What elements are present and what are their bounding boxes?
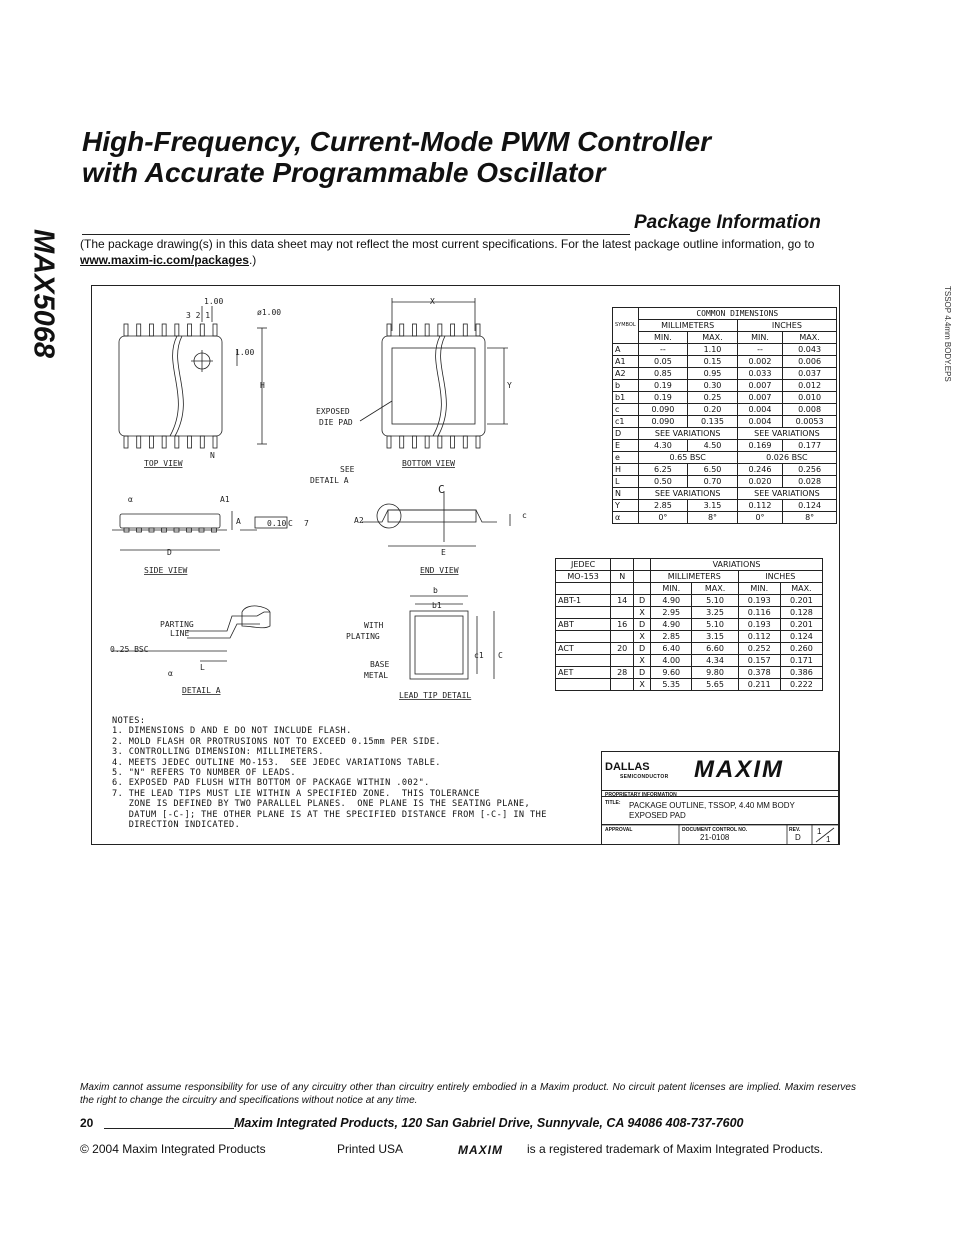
cd-in-min: 0.007 <box>737 380 782 392</box>
var-max-1: MAX. <box>692 583 738 595</box>
dim-Y: Y <box>507 381 512 390</box>
cd-mm-max: 6.50 <box>688 464 738 476</box>
var-mm-max: 4.34 <box>692 655 738 667</box>
package-lead <box>451 324 455 336</box>
see-detail-2: DETAIL A <box>310 476 349 485</box>
package-lead <box>200 324 204 336</box>
drawing-file-label: TSSOP 4.4mm BODY.EPS <box>943 286 952 382</box>
var-n <box>611 607 634 619</box>
cd-row <box>613 356 837 368</box>
dim-1-00-top: 1.00 <box>204 297 224 306</box>
cd-mm-min: 0.85 <box>638 368 688 380</box>
cd-symbol: A2 <box>613 368 639 380</box>
cd-mm-max: 0.70 <box>688 476 738 488</box>
dim-phi: ø1.00 <box>257 308 282 317</box>
doc-number: 21-0108 <box>700 833 730 842</box>
cd-max-2: MAX. <box>783 332 837 344</box>
package-lead <box>162 324 166 336</box>
cd-in-min: 0.169 <box>737 440 782 452</box>
var-in-min: 0.211 <box>738 679 780 691</box>
parting-line-2: LINE <box>170 629 190 638</box>
var-symbol: D <box>634 643 651 655</box>
var-jedec: ABT-1 <box>556 595 611 607</box>
approval-label: APPROVAL <box>605 827 633 833</box>
cd-in-max: 0.0053 <box>783 416 837 428</box>
package-lead <box>188 436 192 448</box>
cd-symbol: c <box>613 404 639 416</box>
document-title <box>82 126 882 188</box>
cd-symbol: L <box>613 476 639 488</box>
intro-text: (The package drawing(s) in this data sheet may not reflect the most current specifications. For the latest package outline information, go to <box>80 237 815 251</box>
package-lead <box>476 324 480 336</box>
cd-mm-span: 0.65 BSC <box>638 452 737 464</box>
lead-tip-detail-drawing <box>410 596 494 679</box>
dim-N: N <box>210 451 215 460</box>
cd-row <box>613 488 837 500</box>
semiconductor-text: SEMICONDUCTOR <box>620 774 669 780</box>
var-jedec <box>556 607 611 619</box>
title-label: TITLE: <box>605 800 621 806</box>
cd-in-span: 0.026 BSC <box>737 452 836 464</box>
dim-b: b <box>433 586 438 595</box>
var-mm-max: 9.80 <box>692 667 738 679</box>
var-min-2: MIN. <box>738 583 780 595</box>
cd-row <box>613 500 837 512</box>
cd-symbol: A1 <box>613 356 639 368</box>
title-block-lines <box>602 752 838 844</box>
cd-mm-min: 6.25 <box>638 464 688 476</box>
package-lead <box>137 436 141 448</box>
n-header: N <box>611 571 634 583</box>
cd-in-max: 0.010 <box>783 392 837 404</box>
mo-header: MO-153 <box>556 571 611 583</box>
note-line: DATUM [-C-]; THE OTHER PLANE IS AT THE SPECIFIED DISTANCE FROM [-C-] IN THE <box>112 809 547 820</box>
var-n <box>611 631 634 643</box>
cd-in-max: 0.012 <box>783 380 837 392</box>
var-mm-min: 9.60 <box>651 667 692 679</box>
dim-X: X <box>430 297 435 306</box>
dim-A: A <box>236 517 241 526</box>
cd-mm-min: 0.19 <box>638 380 688 392</box>
bottom-view-label: BOTTOM VIEW <box>402 459 455 468</box>
with-plating-1: WITH <box>364 621 384 630</box>
cd-row <box>613 476 837 488</box>
cd-in-min: 0.007 <box>737 392 782 404</box>
package-lead <box>149 436 153 448</box>
cd-in-max: 0.037 <box>783 368 837 380</box>
note-line: 3. CONTROLLING DIMENSION: MILLIMETERS. <box>112 747 324 758</box>
tolerance-value: 0.10 <box>267 519 287 528</box>
cd-mm-min: 0.090 <box>638 404 688 416</box>
cd-in-min: 0.004 <box>737 416 782 428</box>
parting-line-1: PARTING <box>160 620 194 629</box>
cd-mm-max: 0.20 <box>688 404 738 416</box>
var-in-max: 0.201 <box>780 619 822 631</box>
cd-row <box>613 452 837 464</box>
cd-mm-min: 0° <box>638 512 688 524</box>
var-in-header: INCHES <box>738 571 822 583</box>
cd-mm-min: 2.85 <box>638 500 688 512</box>
pin-numbers: 3 2 1 <box>186 311 211 320</box>
cd-row <box>613 428 837 440</box>
var-row <box>556 631 823 643</box>
var-symbol: X <box>634 607 651 619</box>
cd-min-1: MIN. <box>638 332 688 344</box>
cd-in-min: 0° <box>737 512 782 524</box>
var-mm-max: 5.10 <box>692 595 738 607</box>
detail-a-label: DETAIL A <box>182 686 221 695</box>
package-lead <box>438 436 442 448</box>
sheet-number: 1 <box>817 827 822 836</box>
var-n <box>611 655 634 667</box>
cd-mm-max: 0.15 <box>688 356 738 368</box>
var-in-min: 0.116 <box>738 607 780 619</box>
package-lead <box>200 436 204 448</box>
cd-in-max: 0.043 <box>783 344 837 356</box>
cd-row <box>613 344 837 356</box>
dim-D: D <box>167 548 172 557</box>
dallas-logo: DALLAS <box>605 761 650 773</box>
var-symbol: D <box>634 619 651 631</box>
exposed-die-pad-label-1: EXPOSED <box>316 407 350 416</box>
cd-in-max: 0.256 <box>783 464 837 476</box>
cd-symbol: D <box>613 428 639 440</box>
var-in-min: 0.157 <box>738 655 780 667</box>
package-lead <box>387 324 391 336</box>
var-jedec <box>556 679 611 691</box>
var-symbol: X <box>634 679 651 691</box>
var-mm-min: 4.90 <box>651 619 692 631</box>
var-row <box>556 607 823 619</box>
var-n: 14 <box>611 595 634 607</box>
notes-heading: NOTES: <box>112 716 146 726</box>
var-symbol: D <box>634 667 651 679</box>
with-plating-2: PLATING <box>346 632 380 641</box>
cd-symbol: N <box>613 488 639 500</box>
bottom-view-drawing <box>360 298 508 436</box>
var-mm-max: 3.15 <box>692 631 738 643</box>
sidebar-part-number <box>18 215 68 385</box>
centerline: C <box>438 483 445 496</box>
cd-mm-min: 0.50 <box>638 476 688 488</box>
cd-in-min: -- <box>737 344 782 356</box>
top-view-label: TOP VIEW <box>144 459 183 468</box>
note-line: 2. MOLD FLASH OR PROTRUSIONS NOT TO EXCEED 0.15mm PER SIDE. <box>112 736 441 747</box>
dim-E: E <box>441 548 446 557</box>
var-mm-min: 2.95 <box>651 607 692 619</box>
maxim-footer-logo: MAXIM <box>458 1143 503 1157</box>
package-lead <box>412 324 416 336</box>
note-line: 4. MEETS JEDEC OUTLINE MO-153. SEE JEDEC VARIATIONS TABLE. <box>112 757 441 768</box>
var-in-min: 0.193 <box>738 595 780 607</box>
package-lead <box>463 436 467 448</box>
cd-mm-max: 0.95 <box>688 368 738 380</box>
cd-symbol: H <box>613 464 639 476</box>
var-row <box>556 595 823 607</box>
package-lead <box>124 436 128 448</box>
cd-row <box>613 404 837 416</box>
tolerance-note: 7 <box>304 519 309 528</box>
note-line: 6. EXPOSED PAD FLUSH WITH BOTTOM OF PACKAGE WITHIN .002". <box>112 778 430 789</box>
var-in-max: 0.124 <box>780 631 822 643</box>
package-lead <box>124 324 128 336</box>
copyright: © 2004 Maxim Integrated Products <box>80 1142 266 1156</box>
package-lead <box>438 324 442 336</box>
var-in-max: 0.201 <box>780 595 822 607</box>
section-title: Package Information <box>634 212 821 233</box>
see-detail-1: SEE <box>340 465 355 474</box>
cd-in-max: 8° <box>783 512 837 524</box>
cd-mm-max: 0.135 <box>688 416 738 428</box>
footer-rule <box>104 1128 234 1129</box>
maxim-logo: MAXIM <box>694 756 784 783</box>
var-mm-min: 2.85 <box>651 631 692 643</box>
note-line: 7. THE LEAD TIPS MUST LIE WITHIN A SPECIFIED ZONE. THIS TOLERANCE <box>112 788 480 799</box>
symbol-header: SYMBOL <box>613 308 639 344</box>
dim-A2: A2 <box>354 516 364 525</box>
cd-mm-span: SEE VARIATIONS <box>638 428 737 440</box>
exposed-die-pad-label-2: DIE PAD <box>319 418 353 427</box>
var-in-max: 0.386 <box>780 667 822 679</box>
side-view-label: SIDE VIEW <box>144 566 188 575</box>
var-symbol: X <box>634 631 651 643</box>
package-lead <box>175 324 179 336</box>
cd-symbol: α <box>613 512 639 524</box>
var-mm-max: 3.25 <box>692 607 738 619</box>
dim-1-00-side: 1.00 <box>235 348 255 357</box>
packages-link[interactable]: www.maxim-ic.com/packages <box>80 253 249 267</box>
common-dimensions-table <box>612 307 837 524</box>
var-mm-max: 6.60 <box>692 643 738 655</box>
cd-max-1: MAX. <box>688 332 738 344</box>
cd-in-min: 0.033 <box>737 368 782 380</box>
dim-C-lead: C <box>498 651 503 660</box>
title-line-1: PACKAGE OUTLINE, TSSOP, 4.40 MM BODY <box>629 801 795 810</box>
var-jedec: AET <box>556 667 611 679</box>
section-rule <box>82 234 630 235</box>
base-metal-2: METAL <box>364 671 389 680</box>
rev-label: REV. <box>789 827 801 833</box>
cd-symbol: b1 <box>613 392 639 404</box>
page-number: 20 <box>80 1116 94 1130</box>
base-metal-1: BASE <box>370 660 390 669</box>
var-jedec: ACT <box>556 643 611 655</box>
cd-symbol: A <box>613 344 639 356</box>
cd-mm-max: 0.30 <box>688 380 738 392</box>
doc-control-label: DOCUMENT CONTROL NO. <box>682 827 748 833</box>
cd-mm-max: 8° <box>688 512 738 524</box>
cd-mm-max: 3.15 <box>688 500 738 512</box>
end-view-drawing <box>362 491 510 546</box>
cd-symbol: e <box>613 452 639 464</box>
dim-alpha-detail: α <box>168 669 173 678</box>
cd-mm-min: 0.05 <box>638 356 688 368</box>
tolerance-ref: C <box>288 519 293 528</box>
cd-row <box>613 380 837 392</box>
cd-min-2: MIN. <box>737 332 782 344</box>
var-row <box>556 619 823 631</box>
var-n: 16 <box>611 619 634 631</box>
cd-in-span: SEE VARIATIONS <box>737 488 836 500</box>
note-line: ZONE IS DEFINED BY TWO PARALLEL PLANES. ONE PLANE IS THE SEATING PLANE, <box>112 799 531 810</box>
var-in-min: 0.378 <box>738 667 780 679</box>
var-mm-max: 5.10 <box>692 619 738 631</box>
dim-L: L <box>200 663 205 672</box>
cd-symbol: Y <box>613 500 639 512</box>
var-in-min: 0.193 <box>738 619 780 631</box>
common-dims-title: COMMON DIMENSIONS <box>638 308 836 320</box>
cd-mm-min: 4.30 <box>638 440 688 452</box>
end-view-label: END VIEW <box>420 566 459 575</box>
dim-alpha-side: α <box>128 495 133 504</box>
variations-title: VARIATIONS <box>651 559 823 571</box>
dim-c1: c1 <box>474 651 484 660</box>
var-jedec: ABT <box>556 619 611 631</box>
cd-mm-max: 4.50 <box>688 440 738 452</box>
cd-row <box>613 368 837 380</box>
sheet-total: 1 <box>826 835 831 844</box>
intro-paragraph <box>80 236 856 268</box>
cd-mm-span: SEE VARIATIONS <box>638 488 737 500</box>
cd-symbol: c1 <box>613 416 639 428</box>
cd-symbol: b <box>613 380 639 392</box>
title-block <box>601 751 839 845</box>
var-symbol: X <box>634 655 651 667</box>
title-line-1: High-Frequency, Current-Mode PWM Controller <box>82 126 711 157</box>
cd-in-min: 0.020 <box>737 476 782 488</box>
proprietary-label: PROPRIETARY INFORMATION <box>605 792 677 798</box>
title-line-2: EXPOSED PAD <box>629 811 686 820</box>
bsc-label: 0.25 BSC <box>110 645 149 654</box>
cd-in-span: SEE VARIATIONS <box>737 428 836 440</box>
cd-row <box>613 464 837 476</box>
var-in-max: 0.171 <box>780 655 822 667</box>
note-line: 5. "N" REFERS TO NUMBER OF LEADS. <box>112 768 296 779</box>
var-n: 20 <box>611 643 634 655</box>
var-in-min: 0.112 <box>738 631 780 643</box>
var-row <box>556 655 823 667</box>
cd-row <box>613 440 837 452</box>
var-in-max: 0.260 <box>780 643 822 655</box>
note-line: 1. DIMENSIONS D AND E DO NOT INCLUDE FLASH. <box>112 726 352 737</box>
package-lead <box>149 324 153 336</box>
trademark-text: is a registered trademark of Maxim Integrated Products. <box>527 1142 824 1156</box>
cd-in-header: INCHES <box>737 320 836 332</box>
cd-in-max: 0.008 <box>783 404 837 416</box>
cd-in-max: 0.177 <box>783 440 837 452</box>
var-mm-max: 5.65 <box>692 679 738 691</box>
var-symbol: D <box>634 595 651 607</box>
var-in-max: 0.128 <box>780 607 822 619</box>
cd-in-max: 0.124 <box>783 500 837 512</box>
cd-in-min: 0.002 <box>737 356 782 368</box>
package-lead <box>137 324 141 336</box>
cd-symbol: E <box>613 440 639 452</box>
package-lead <box>400 324 404 336</box>
dim-H: H <box>260 381 265 390</box>
var-row <box>556 643 823 655</box>
cd-row <box>613 392 837 404</box>
lead-tip-label: LEAD TIP DETAIL <box>399 691 472 700</box>
var-mm-min: 4.00 <box>651 655 692 667</box>
dim-b1: b1 <box>432 601 442 610</box>
revision: D <box>795 833 801 842</box>
package-lead <box>412 436 416 448</box>
package-drawing-frame <box>91 285 952 845</box>
cd-mm-header: MILLIMETERS <box>638 320 737 332</box>
package-lead <box>175 436 179 448</box>
cd-in-max: 0.006 <box>783 356 837 368</box>
package-lead <box>425 436 429 448</box>
var-jedec <box>556 631 611 643</box>
cd-mm-min: 0.19 <box>638 392 688 404</box>
dim-A1: A1 <box>220 495 230 504</box>
top-view-drawing <box>119 306 267 444</box>
title-line-2: with Accurate Programmable Oscillator <box>82 157 606 188</box>
var-row <box>556 679 823 691</box>
var-row <box>556 667 823 679</box>
intro-end: .) <box>248 253 257 267</box>
dim-C-end: c <box>522 511 527 520</box>
package-lead <box>213 324 217 336</box>
cd-mm-min: 0.090 <box>638 416 688 428</box>
package-lead <box>451 436 455 448</box>
var-mm-min: 4.90 <box>651 595 692 607</box>
cd-row <box>613 416 837 428</box>
package-lead <box>162 436 166 448</box>
package-lead <box>188 324 192 336</box>
var-mm-header: MILLIMETERS <box>651 571 739 583</box>
package-lead <box>387 436 391 448</box>
cd-row <box>613 512 837 524</box>
package-lead <box>400 436 404 448</box>
var-in-max: 0.222 <box>780 679 822 691</box>
package-lead <box>425 324 429 336</box>
cd-mm-max: 1.10 <box>688 344 738 356</box>
part-number-text: MAX5068 <box>27 229 60 358</box>
package-lead <box>213 436 217 448</box>
jedec-header: JEDEC <box>556 559 611 571</box>
side-view-drawing <box>112 511 287 550</box>
package-lead <box>476 436 480 448</box>
disclaimer: Maxim cannot assume responsibility for use of any circuitry other than circuitry entirely embodied in a Maxim product. No circuit patent licenses are implied. Maxim reserves the right to change the circuitry and specifications without notice at any time. <box>80 1082 856 1106</box>
var-mm-min: 6.40 <box>651 643 692 655</box>
variations-table <box>555 558 823 691</box>
var-n: 28 <box>611 667 634 679</box>
notes-block <box>112 716 592 830</box>
cd-in-max: 0.028 <box>783 476 837 488</box>
var-min-1: MIN. <box>651 583 692 595</box>
var-mm-min: 5.35 <box>651 679 692 691</box>
cd-mm-min: -- <box>638 344 688 356</box>
cd-mm-max: 0.25 <box>688 392 738 404</box>
var-jedec <box>556 655 611 667</box>
cd-in-min: 0.246 <box>737 464 782 476</box>
note-line: DIRECTION INDICATED. <box>112 820 241 831</box>
cd-in-min: 0.112 <box>737 500 782 512</box>
var-max-2: MAX. <box>780 583 822 595</box>
var-n <box>611 679 634 691</box>
company-address: Maxim Integrated Products, 120 San Gabriel Drive, Sunnyvale, CA 94086 408-737-7600 <box>234 1116 744 1130</box>
cd-in-min: 0.004 <box>737 404 782 416</box>
package-lead <box>463 324 467 336</box>
var-in-min: 0.252 <box>738 643 780 655</box>
printed-usa: Printed USA <box>337 1142 404 1156</box>
